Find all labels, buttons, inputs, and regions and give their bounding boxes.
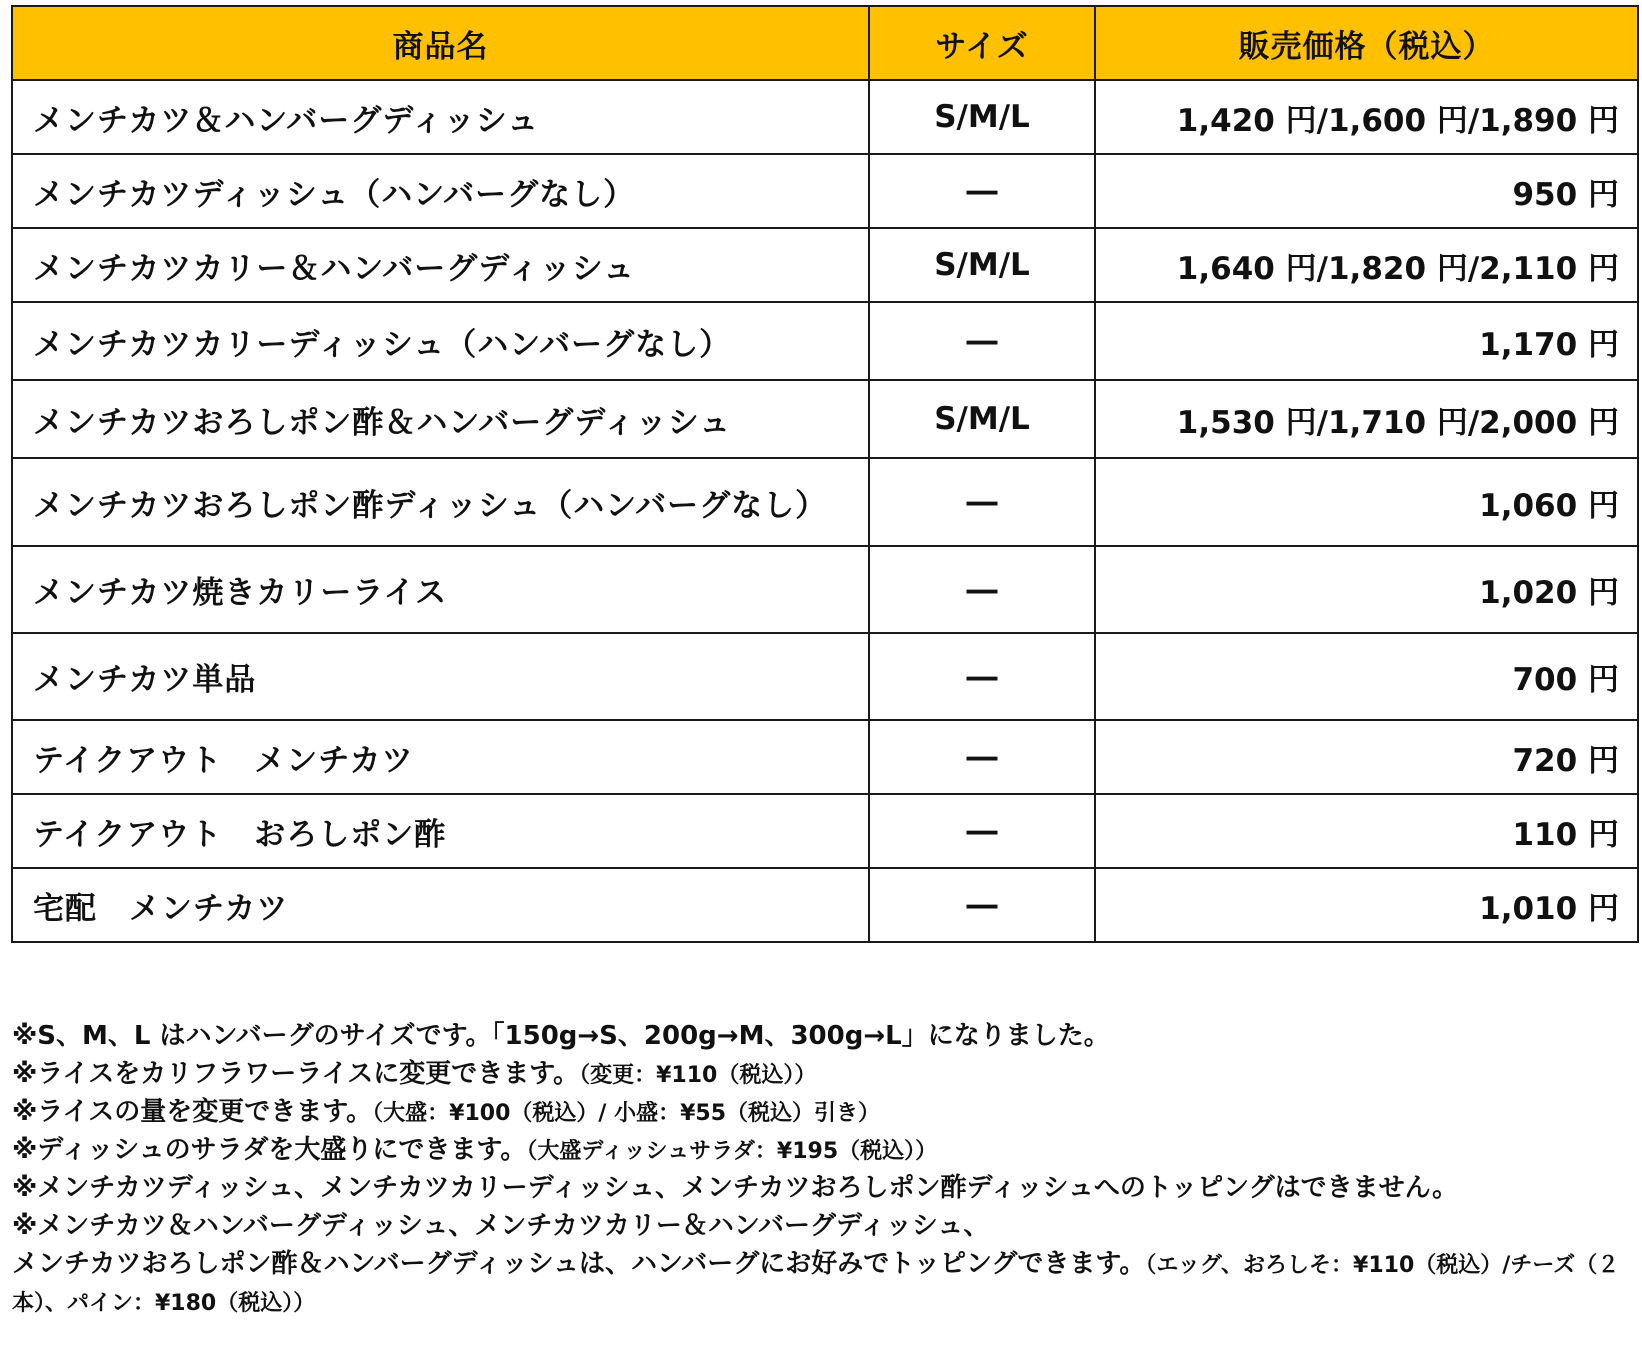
price-cell: 1,010 円 bbox=[1095, 868, 1638, 942]
header-size: サイズ bbox=[869, 6, 1095, 80]
table-row bbox=[12, 868, 1638, 942]
table-row bbox=[12, 720, 1638, 794]
price-table bbox=[11, 5, 1639, 943]
price-cell: 720 円 bbox=[1095, 720, 1638, 794]
price-cell: 700 円 bbox=[1095, 633, 1638, 720]
note-line bbox=[12, 1246, 1637, 1322]
note-main-text: メンチカツおろしポン酢＆ハンバーグディッシュは、ハンバーグにお好みでトッピングできます。 bbox=[12, 1249, 1146, 1279]
product-name-cell: テイクアウト おろしポン酢 bbox=[12, 794, 869, 868]
price-cell: 110 円 bbox=[1095, 794, 1638, 868]
price-cell: 1,530 円/1,710 円/2,000 円 bbox=[1095, 380, 1638, 458]
size-cell: ― bbox=[869, 458, 1095, 546]
header-product-name: 商品名 bbox=[12, 6, 869, 80]
size-cell: ― bbox=[869, 868, 1095, 942]
note-sub-text: （変更：¥110（税込）） bbox=[579, 1063, 817, 1088]
note-main-text: ※ライスをカリフラワーライスに変更できます。 bbox=[12, 1059, 580, 1089]
note-sub-text: （エッグ、おろしそ：¥110（税込）/チーズ（２本）、パイン：¥180（税込）） bbox=[12, 1253, 1620, 1316]
size-cell: S/M/L bbox=[869, 228, 1095, 302]
price-cell: 1,420 円/1,600 円/1,890 円 bbox=[1095, 80, 1638, 154]
price-cell: 950 円 bbox=[1095, 154, 1638, 228]
note-line bbox=[12, 1208, 1637, 1246]
price-cell: 1,170 円 bbox=[1095, 302, 1638, 380]
note-line bbox=[12, 1018, 1637, 1056]
product-name-cell: 宅配 メンチカツ bbox=[12, 868, 869, 942]
size-cell: ― bbox=[869, 633, 1095, 720]
product-name-cell: メンチカツおろしポン酢ディッシュ（ハンバーグなし） bbox=[12, 458, 869, 546]
size-cell: ― bbox=[869, 546, 1095, 633]
product-name-cell: テイクアウト メンチカツ bbox=[12, 720, 869, 794]
table-row bbox=[12, 380, 1638, 458]
note-main-text: ※ライスの量を変更できます。 bbox=[12, 1097, 373, 1127]
note-sub-text: （大盛：¥100（税込）/ 小盛：¥55（税込）引き） bbox=[372, 1101, 881, 1126]
note-line bbox=[12, 1094, 1637, 1132]
table-row bbox=[12, 80, 1638, 154]
table-row bbox=[12, 154, 1638, 228]
note-main-text: ※メンチカツ＆ハンバーグディッシュ、メンチカツカリー＆ハンバーグディッシュ、 bbox=[12, 1211, 990, 1241]
table-row bbox=[12, 302, 1638, 380]
table-row bbox=[12, 228, 1638, 302]
size-cell: ― bbox=[869, 720, 1095, 794]
size-cell: ― bbox=[869, 302, 1095, 380]
table-header-row bbox=[12, 6, 1638, 80]
product-name-cell: メンチカツおろしポン酢＆ハンバーグディッシュ bbox=[12, 380, 869, 458]
notes-section bbox=[12, 1018, 1637, 1322]
product-name-cell: メンチカツカリーディッシュ（ハンバーグなし） bbox=[12, 302, 869, 380]
product-name-cell: メンチカツディッシュ（ハンバーグなし） bbox=[12, 154, 869, 228]
note-line bbox=[12, 1132, 1637, 1170]
note-line bbox=[12, 1056, 1637, 1094]
size-cell: ― bbox=[869, 154, 1095, 228]
table-row bbox=[12, 458, 1638, 546]
price-cell: 1,060 円 bbox=[1095, 458, 1638, 546]
table-row bbox=[12, 633, 1638, 720]
table-row bbox=[12, 546, 1638, 633]
size-cell: ― bbox=[869, 794, 1095, 868]
note-main-text: ※S、M、L はハンバーグのサイズです。「150g→S、200g→M、300g→L」になりました。 bbox=[12, 1021, 1110, 1051]
header-price: 販売価格（税込） bbox=[1095, 6, 1638, 80]
product-name-cell: メンチカツ単品 bbox=[12, 633, 869, 720]
table-row bbox=[12, 794, 1638, 868]
product-name-cell: メンチカツカリー＆ハンバーグディッシュ bbox=[12, 228, 869, 302]
note-main-text: ※メンチカツディッシュ、メンチカツカリーディッシュ、メンチカツおろしポン酢ディッシュへのトッピングはできません。 bbox=[12, 1173, 1459, 1203]
size-cell: S/M/L bbox=[869, 380, 1095, 458]
price-cell: 1,640 円/1,820 円/2,110 円 bbox=[1095, 228, 1638, 302]
note-main-text: ※ディッシュのサラダを大盛りにできます。 bbox=[12, 1135, 527, 1165]
product-name-cell: メンチカツ＆ハンバーグディッシュ bbox=[12, 80, 869, 154]
product-name-cell: メンチカツ焼きカリーライス bbox=[12, 546, 869, 633]
note-sub-text: （大盛ディッシュサラダ：¥195（税込）） bbox=[526, 1139, 938, 1164]
price-cell: 1,020 円 bbox=[1095, 546, 1638, 633]
size-cell: S/M/L bbox=[869, 80, 1095, 154]
note-line bbox=[12, 1170, 1637, 1208]
